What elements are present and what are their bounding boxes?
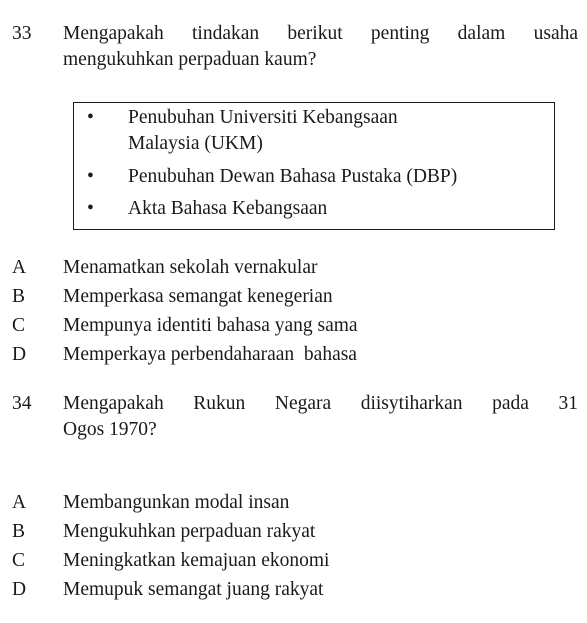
answer-option-d[interactable] bbox=[12, 577, 577, 603]
option-text: Mengukuhkan perpaduan rakyat bbox=[63, 521, 316, 542]
option-letter: B bbox=[12, 521, 26, 542]
bullet-icon: • bbox=[87, 107, 94, 128]
option-text: Memperkasa semangat kenegerian bbox=[63, 286, 333, 307]
answer-option-d[interactable] bbox=[12, 342, 577, 368]
option-letter: A bbox=[12, 492, 27, 513]
question-text-line: Mengapakah tindakan berikut penting dalam usaha bbox=[63, 23, 578, 44]
statement-text-line: Akta Bahasa Kebangsaan bbox=[128, 198, 328, 219]
question-number: 33 bbox=[12, 23, 32, 44]
option-letter: B bbox=[12, 286, 26, 307]
question-text bbox=[63, 21, 578, 73]
answer-option-a[interactable] bbox=[12, 255, 577, 281]
question-text-line: Mengapakah Rukun Negara diisytiharkan pada 31 bbox=[63, 393, 578, 414]
answer-option-c[interactable] bbox=[12, 548, 577, 574]
answer-option-b[interactable] bbox=[12, 284, 577, 310]
question-number: 34 bbox=[12, 393, 32, 414]
statement-text-line: Malaysia (UKM) bbox=[128, 133, 263, 154]
bullet-icon: • bbox=[87, 198, 94, 219]
option-text: Memperkaya perbendaharaan bahasa bbox=[63, 344, 357, 365]
option-letter: A bbox=[12, 257, 27, 278]
option-letter: D bbox=[12, 579, 27, 600]
statement-text-line: Penubuhan Universiti Kebangsaan bbox=[128, 107, 398, 128]
question-text bbox=[63, 391, 578, 443]
option-letter: C bbox=[12, 550, 26, 571]
statement-box bbox=[73, 102, 555, 230]
answer-option-b[interactable] bbox=[12, 519, 577, 545]
option-text: Meningkatkan kemajuan ekonomi bbox=[63, 550, 330, 571]
answer-option-c[interactable] bbox=[12, 313, 577, 339]
option-letter: C bbox=[12, 315, 26, 336]
question-text-line: mengukuhkan perpaduan kaum? bbox=[63, 49, 317, 70]
option-text: Menamatkan sekolah vernakular bbox=[63, 257, 318, 278]
statement-text-line: Penubuhan Dewan Bahasa Pustaka (DBP) bbox=[128, 166, 458, 187]
answer-option-a[interactable] bbox=[12, 490, 577, 516]
option-text: Mempunya identiti bahasa yang sama bbox=[63, 315, 358, 336]
option-text: Membangunkan modal insan bbox=[63, 492, 290, 513]
option-letter: D bbox=[12, 344, 27, 365]
option-text: Memupuk semangat juang rakyat bbox=[63, 579, 324, 600]
bullet-icon: • bbox=[87, 166, 94, 187]
question-text-line: Ogos 1970? bbox=[63, 419, 157, 440]
